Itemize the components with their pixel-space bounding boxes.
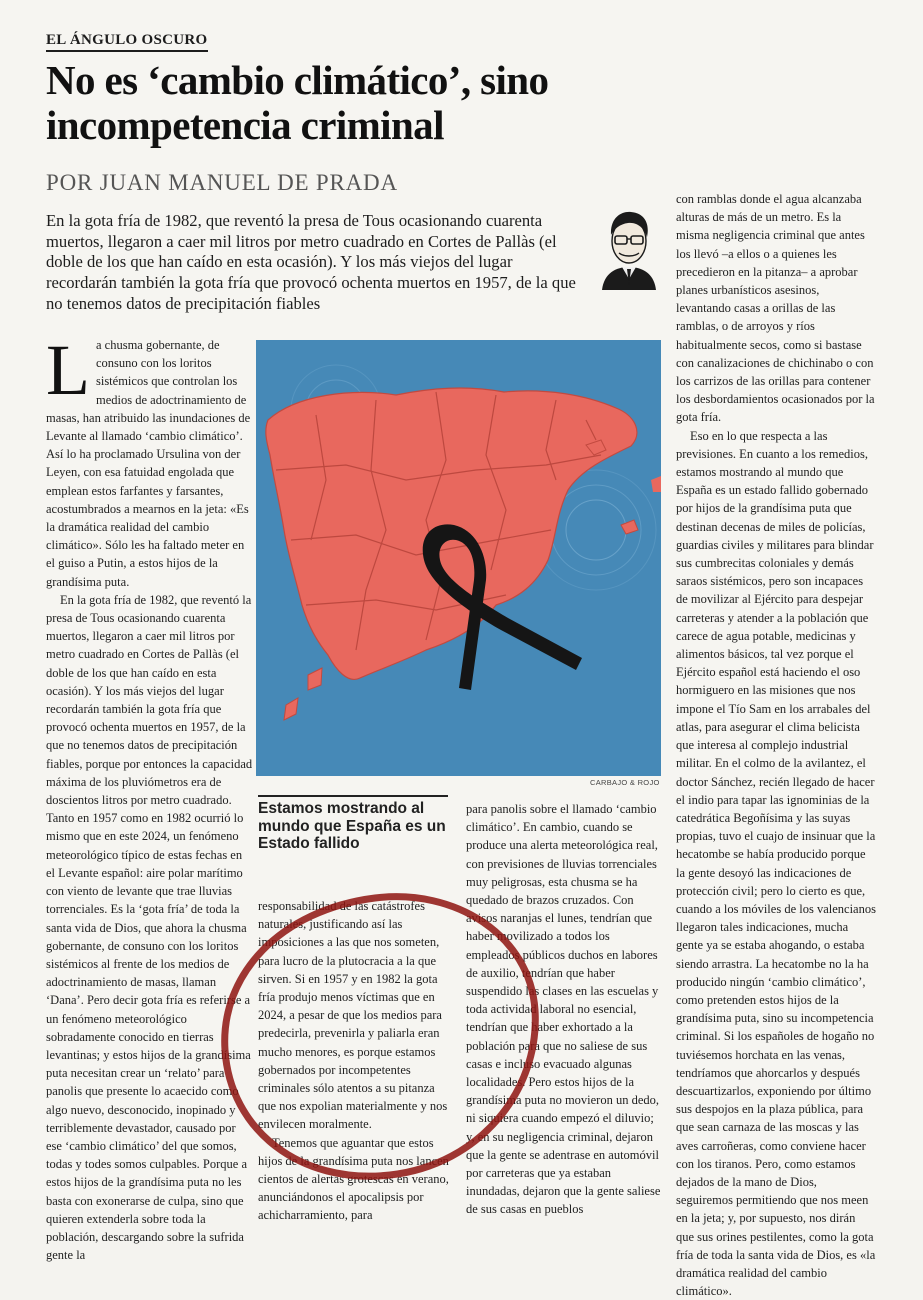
spain-map-illustration (256, 340, 661, 776)
column-1-paragraph: a chusma gobernante, de consuno con los loritos sistémicos que controlan los medios de adoctrinamiento de masas, han atribuido las inundaciones de Levante al llamado ‘cambio climático’. Así lo ha proclamado Ursulina von der Leyen, con esa fatuidad engolada que emplean estos farfantes y farsantes, acostumbrados a mearnos en la jeta: «Es la dramática realidad del cambio climático». Sólo les ha faltado meter en el guiso a Putin, a estos hijos de la grandísima puta. (46, 338, 251, 589)
pull-quote-rule (258, 795, 448, 797)
headline: No es ‘cambio climático’, sino incompetencia criminal (46, 57, 549, 148)
author-portrait (594, 205, 664, 290)
column-4 (676, 190, 876, 1300)
section-tag: EL ÁNGULO OSCURO (46, 32, 208, 48)
column-2-paragraph: responsabilidad de las catástrofes naturales, justificando así las imposiciones a las que nos someten, para lucro de la plutocracia a la que sirven. Si en 1957 y en 1982 la gota fría produjo menos víctimas que en 2024, a pesar de que los medios para predecirla, prevenirla y paliarla eran mucho menores, es porque estamos gobernados por incompetentes criminales sólo atentos a su pitanza que nos expolian materialmente y nos envilecen moralmente. (258, 899, 448, 1132)
byline: POR JUAN MANUEL DE PRADA (46, 170, 398, 195)
column-2 (258, 897, 450, 1225)
pull-quote: Estamos mostrando al mundo que España es un Estado fallido (258, 800, 446, 852)
column-3-paragraph: para panolis sobre el llamado ‘cambio climático’. En cambio, cuando se produce una alerta meteorológica real, con previsiones de lluvias torrenciales muy peligrosas, esta chusma se ha quedado de brazos cruzados. Con avisos naranjas el lunes, tendrían que haber movilizado a todos los empleados públicos duchos en labores de auxilio, tendrían que haber suspendido las clases en las escuelas y toda actividad laboral no esencial, tendrían que haber exhortado a la población para que no saliese de sus casas e incluso evacuado algunas localidades. Pero estos hijos de la grandísima puta no movieron un dedo, ni siquiera cuando empezó el diluvio; y, en su negligencia criminal, dejaron que la gente se adentrase en automóvil por carreteras que ya estaban inundadas, dejaron que la gente saliese de sus casas en pueblos (466, 802, 661, 1217)
dropcap: L (46, 330, 90, 410)
column-4-paragraph: Eso en lo que respecta a las previsiones. En cuanto a los remedios, estamos mostrando al mundo que España es un estado fallido gobernado por hijos de la grandísima puta que destinan decenas de miles de policías, guardias civiles y militares para blindar sus cumbrecitas coloniales y demás saraos sistémicos, pero son incapaces de movilizar al Ejército para despejar carreteras y atender a la población que carece de agua potable, medicinas y alimentos básicos, tal vez porque el Ejército español está haciendo el oso hormiguero en las misiones que nos impone el Tío Sam en los arrabales del atlas, para asegurar el clima belicista que interesa al complejo industrial militar. En el colmo de la avilantez, el doctor Sánchez, recién llegado de hacer el indio para tapar las ignominias de la catedrática Begoñísima y las suyas propias, tuvo el cuajo de insinuar que la hecatombe se había producido porque la gente desoyó las indicaciones de protección civil; pero lo cierto es que, cuando a los móviles de los valencianos llegaron tales indicaciones, mucha gente ya se estaba ahogando, o estaba siendo arrastra. La hecatombe no la ha producido ningún ‘cambio climático’, como pretenden estos hijos de la grandísima puta, sino su incompetencia criminal. Si los españoles de hogaño no tuviésemos horchata en las venas, tendríamos que ahorcarlos y después descuartizarlos, exponiendo por último sus despojos en la plaza pública, para que sean carnaza de las moscas y las aves carroñeras, como conviene hacer con los tiranos. Pero, como estamos dejados de la mano de Dios, seguiremos permitiendo que nos meen en la jeta; y, por supuesto, nos dirán que sus orines pestilentes, como la gota fría de toda la santa vida de Dios, es «la dramática realidad del cambio climático». (676, 428, 876, 1299)
column-2-paragraph: Tenemos que aguantar que estos hijos de la grandísima puta nos lancen cientos de alertas grotescas en verano, anunciándonos el apocalipsis por achicharramiento, para (258, 1135, 449, 1223)
column-1 (46, 330, 254, 1264)
lede: En la gota fría de 1982, que reventó la presa de Tous ocasionando cuarenta muertos, llegaron a caer mil litros por metro cuadrado en Cortes de Pallàs (el doble de los que han caído en esta ocasión). Y los más viejos del lugar recordarán también la gota fría que provocó ochenta muertos en 1957, de la que no tenemos datos de precipitación fiables (46, 211, 576, 313)
column-3 (466, 800, 661, 1219)
column-1-paragraph: En la gota fría de 1982, que reventó la presa de Tous ocasionando cuarenta muertos, llegaron a caer mil litros por metro cuadrado en Cortes de Pallàs (el doble de los que han caído en esta ocasión). Y los más viejos del lugar recordarán también la gota fría que provocó ochenta muertos en 1957, de la que no tenemos datos de precipitación fiables, porque por entonces la capacidad máxima de los pluviómetros era de doscientos litros por metro cuadrado. Tanto en 1957 como en 1982 ocurrió lo mismo que en este 2024, un fenómeno meteorológico típico de estas fechas en el Levante español: aire polar marítimo con viento de levante que trae lluvias torrenciales. Es la ‘gota fría’ de toda la santa vida de Dios, que ahora la chusma gobernante, de consuno con los loritos sistémicos al frente de los medios de adoctrinamiento de masas, llaman ‘Dana’. Pero decir gota fría es referirse a un fenómeno meteorológico sobradamente conocido en tierras levantinas; y estos hijos de la grandísima puta necesitan crear un ‘relato’ para panolis que presente lo acaecido como algo nuevo, desconocido, inopinado y terriblemente devastador, causado por ese ‘cambio climático’ del que somos, todas y todes somos culpables. Porque a estos hijos de la grandísima puta no les basta con exonerarse de culpa, sino que quieren extenderla sobre toda la población, descargando sobre la sufrida gente la (46, 592, 253, 1263)
illustration-credit: CARBAJO & ROJO (590, 778, 660, 787)
column-4-paragraph: con ramblas donde el agua alcanzaba alturas de más de un metro. Es la misma negligencia criminal que antes los llevó –a ellos o a quienes les precedieron en la pitanza– a aprobar planes urbanísticos asesinos, levantando casas a orillas de las ramblas, o de arroyos y ríos habitualmente secos, como si bastase con canalizaciones de chichinabo o con los carrizos de las orillas para contener los desbordamientos ocasionados por la gota fría. (676, 192, 875, 425)
